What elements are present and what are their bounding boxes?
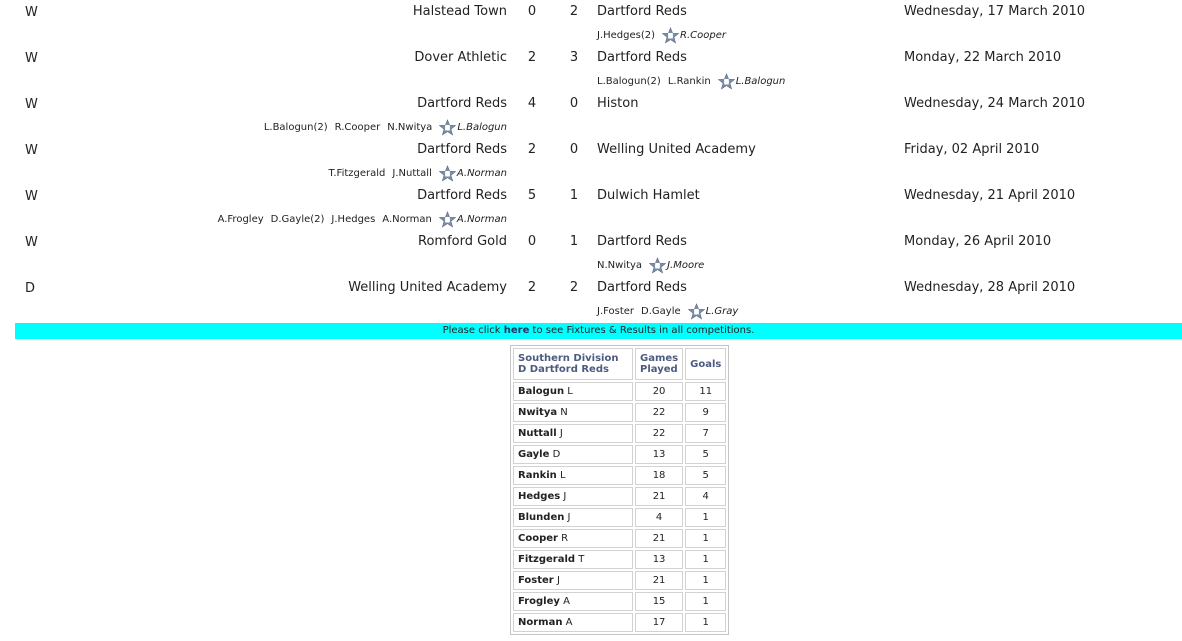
player-surname: Norman: [518, 617, 563, 628]
player-initial: R: [561, 533, 569, 544]
scorers-line: [597, 27, 726, 44]
player-name-cell: [513, 466, 633, 485]
scorer-name: L.Rankin: [667, 76, 711, 87]
home-score: 0: [527, 4, 537, 19]
match-row: [0, 276, 1182, 322]
player-initial: A: [565, 617, 573, 628]
away-team: Dulwich Hamlet: [597, 188, 700, 203]
scorer-name: T.Fitzgerald: [328, 168, 386, 179]
match-date: Wednesday, 21 April 2010: [904, 188, 1076, 203]
player-surname: Rankin: [518, 470, 557, 481]
scorers-line: [597, 257, 704, 274]
player-surname: Hedges: [518, 491, 561, 502]
player-surname: Frogley: [518, 596, 560, 607]
result-code: W: [25, 97, 38, 112]
away-team: Dartford Reds: [597, 50, 687, 65]
games-played-cell: 22: [635, 424, 683, 443]
home-score: 4: [527, 96, 537, 111]
match-row: [0, 138, 1182, 184]
result-code: D: [25, 281, 36, 296]
man-of-match: [688, 303, 739, 320]
games-played-cell: 21: [635, 487, 683, 506]
home-score: 2: [527, 50, 537, 65]
games-played-cell: 13: [635, 550, 683, 569]
table-row: [513, 382, 726, 401]
table-row: [513, 487, 726, 506]
player-name-cell: [513, 613, 633, 632]
home-score: 0: [527, 234, 537, 249]
motm-name: J.Moore: [667, 260, 705, 271]
player-surname: Nuttall: [518, 428, 557, 439]
goals-cell: 5: [685, 466, 726, 485]
man-of-match: [439, 119, 507, 136]
scorer-name: A.Norman: [382, 214, 432, 225]
home-score: 5: [527, 188, 537, 203]
games-played-cell: 17: [635, 613, 683, 632]
motm-star-icon: [439, 165, 456, 182]
player-initial: J: [559, 428, 563, 439]
table-row: [513, 613, 726, 632]
player-surname: Nwitya: [518, 407, 558, 418]
man-of-match: [662, 27, 726, 44]
here-link[interactable]: here: [503, 325, 530, 336]
table-header-row: [513, 348, 726, 380]
away-score: 0: [569, 96, 579, 111]
scorer-name: J.Nuttall: [392, 168, 432, 179]
table-row: [513, 571, 726, 590]
goals-cell: 7: [685, 424, 726, 443]
player-name-cell: [513, 382, 633, 401]
banner-prefix: Please click: [442, 325, 504, 336]
scorer-name: A.Frogley: [217, 214, 264, 225]
home-team: Dartford Reds: [417, 142, 507, 157]
header-played: Games Played: [635, 348, 683, 380]
away-team: Welling United Academy: [597, 142, 756, 157]
games-played-cell: 15: [635, 592, 683, 611]
scorer-name: D.Gayle(2): [270, 214, 325, 225]
goals-cell: 9: [685, 403, 726, 422]
player-name-cell: [513, 424, 633, 443]
match-date: Monday, 26 April 2010: [904, 234, 1052, 249]
match-row: [0, 0, 1182, 46]
man-of-match: [439, 165, 507, 182]
games-played-cell: 20: [635, 382, 683, 401]
goals-cell: 1: [685, 592, 726, 611]
player-name-cell: [513, 550, 633, 569]
home-score: 2: [527, 280, 537, 295]
home-team: Dartford Reds: [417, 96, 507, 111]
goals-cell: 1: [685, 550, 726, 569]
man-of-match: [718, 73, 786, 90]
away-score: 3: [569, 50, 579, 65]
scorer-name: J.Foster: [597, 306, 635, 317]
motm-name: L.Balogun: [735, 76, 786, 87]
match-date: Friday, 02 April 2010: [904, 142, 1040, 157]
goals-cell: 1: [685, 613, 726, 632]
games-played-cell: 21: [635, 529, 683, 548]
player-name-cell: [513, 403, 633, 422]
away-team: Histon: [597, 96, 639, 111]
away-team: Dartford Reds: [597, 4, 687, 19]
goals-cell: 1: [685, 508, 726, 527]
player-surname: Balogun: [518, 386, 565, 397]
match-date: Wednesday, 24 March 2010: [904, 96, 1086, 111]
player-surname: Fitzgerald: [518, 554, 576, 565]
away-score: 2: [569, 4, 579, 19]
scorer-name: N.Nwitya: [387, 122, 433, 133]
home-team: Halstead Town: [412, 4, 507, 19]
table-row: [513, 592, 726, 611]
motm-name: A.Norman: [456, 168, 507, 179]
goals-cell: 4: [685, 487, 726, 506]
match-row: [0, 184, 1182, 230]
away-score: 0: [569, 142, 579, 157]
away-team: Dartford Reds: [597, 280, 687, 295]
motm-name: L.Gray: [705, 306, 739, 317]
player-name-cell: [513, 592, 633, 611]
scorer-name: J.Hedges(2): [597, 30, 656, 41]
fixtures-banner: [15, 323, 1182, 339]
scorer-name: L.Balogun(2): [597, 76, 661, 87]
player-surname: Foster: [518, 575, 554, 586]
home-team: Dover Athletic: [414, 50, 507, 65]
player-surname: Blunden: [518, 512, 565, 523]
table-row: [513, 403, 726, 422]
motm-name: R.Cooper: [680, 30, 726, 41]
result-code: W: [25, 5, 38, 20]
match-date: Wednesday, 17 March 2010: [904, 4, 1086, 19]
games-played-cell: 22: [635, 403, 683, 422]
player-surname: Gayle: [518, 449, 550, 460]
table-row: [513, 445, 726, 464]
scorer-name: J.Hedges: [331, 214, 376, 225]
result-code: W: [25, 51, 38, 66]
scorer-name: D.Gayle: [641, 306, 681, 317]
player-initial: D: [552, 449, 561, 460]
motm-star-icon: [439, 119, 456, 136]
scorer-name: R.Cooper: [334, 122, 381, 133]
table-row: [513, 550, 726, 569]
away-score: 1: [569, 188, 579, 203]
scorers-line: [264, 119, 507, 136]
man-of-match: [439, 211, 507, 228]
player-name-cell: [513, 487, 633, 506]
player-initial: J: [563, 491, 567, 502]
player-name-cell: [513, 529, 633, 548]
player-name-cell: [513, 445, 633, 464]
home-team: Welling United Academy: [348, 280, 507, 295]
motm-star-icon: [662, 27, 679, 44]
table-row: [513, 424, 726, 443]
banner-suffix: to see Fixtures & Results in all competitions.: [529, 325, 755, 336]
man-of-match: [649, 257, 704, 274]
away-score: 2: [569, 280, 579, 295]
match-row: [0, 92, 1182, 138]
scorers-line: [328, 165, 507, 182]
player-initial: L: [559, 470, 566, 481]
match-date: Wednesday, 28 April 2010: [904, 280, 1076, 295]
scorers-line: [597, 73, 785, 90]
scorer-name: L.Balogun(2): [263, 122, 328, 133]
home-score: 2: [527, 142, 537, 157]
scorers-line: [218, 211, 507, 228]
table-row: [513, 529, 726, 548]
scorer-name: N.Nwitya: [597, 260, 643, 271]
result-code: W: [25, 189, 38, 204]
result-code: W: [25, 143, 38, 158]
motm-name: L.Balogun: [457, 122, 507, 133]
player-surname: Cooper: [518, 533, 558, 544]
away-score: 1: [569, 234, 579, 249]
player-name-cell: [513, 508, 633, 527]
goals-cell: 1: [685, 529, 726, 548]
games-played-cell: 18: [635, 466, 683, 485]
scorers-line: [597, 303, 738, 320]
motm-star-icon: [439, 211, 456, 228]
home-team: Romford Gold: [418, 234, 507, 249]
player-initial: J: [567, 512, 571, 523]
goals-cell: 1: [685, 571, 726, 590]
motm-star-icon: [718, 73, 735, 90]
motm-star-icon: [688, 303, 705, 320]
header-team: Southern Division D Dartford Reds: [513, 348, 633, 380]
result-code: W: [25, 235, 38, 250]
player-initial: A: [563, 596, 570, 607]
games-played-cell: 21: [635, 571, 683, 590]
player-name-cell: [513, 571, 633, 590]
header-goals: Goals: [685, 348, 726, 380]
match-row: [0, 230, 1182, 276]
motm-star-icon: [649, 257, 666, 274]
player-initial: T: [578, 554, 585, 565]
table-row: [513, 508, 726, 527]
away-team: Dartford Reds: [597, 234, 687, 249]
table-row: [513, 466, 726, 485]
player-initial: L: [567, 386, 573, 397]
goals-cell: 11: [685, 382, 726, 401]
player-initial: N: [560, 407, 568, 418]
match-row: [0, 46, 1182, 92]
scorers-table: [510, 345, 729, 635]
player-initial: J: [556, 575, 560, 586]
games-played-cell: 13: [635, 445, 683, 464]
motm-name: A.Norman: [456, 214, 507, 225]
goals-cell: 5: [685, 445, 726, 464]
home-team: Dartford Reds: [417, 188, 507, 203]
match-date: Monday, 22 March 2010: [904, 50, 1062, 65]
games-played-cell: 4: [635, 508, 683, 527]
